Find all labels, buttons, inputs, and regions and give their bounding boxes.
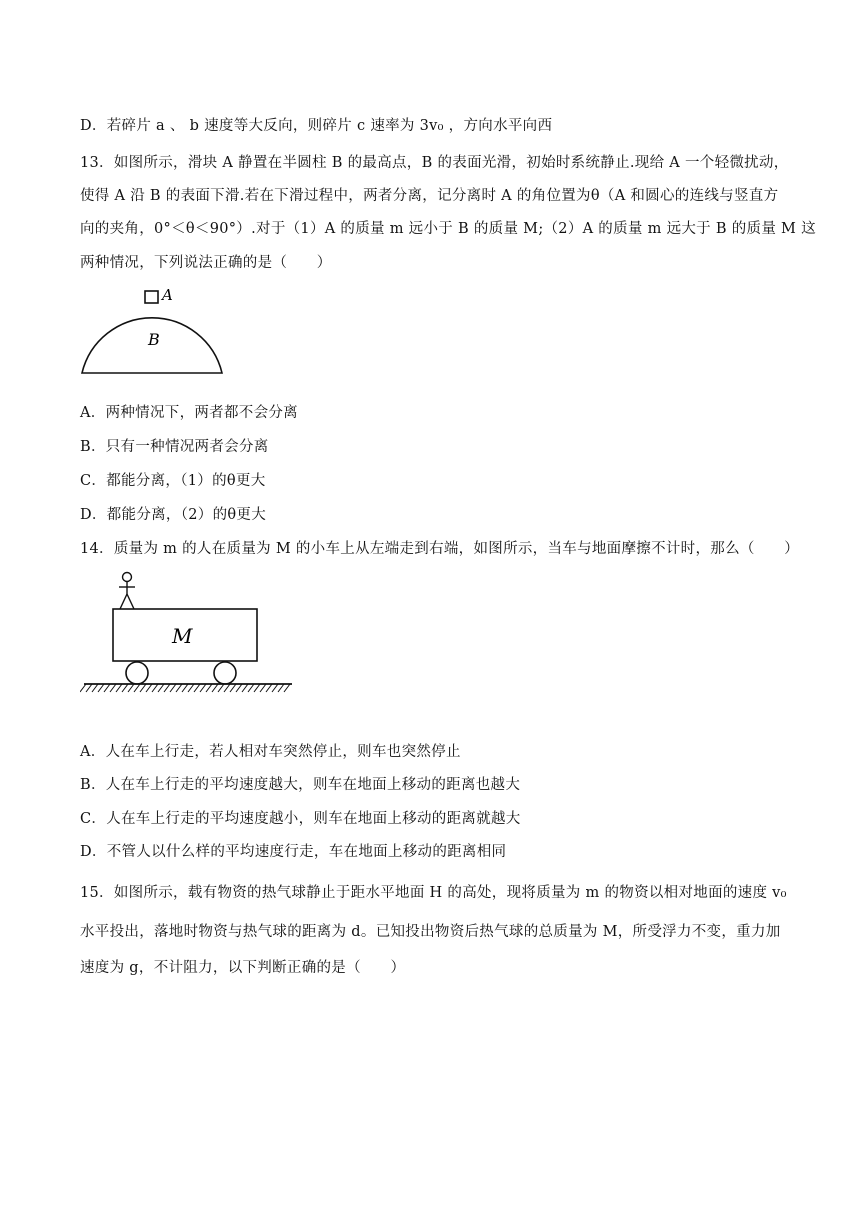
q12-option-d: D．若碎片 a 、 b 速度等大反向，则碎片 c 速率为 3v₀ ，方向水平向西: [80, 118, 553, 134]
hatch-stroke: [200, 684, 206, 692]
hatch-stroke: [158, 684, 164, 692]
hatch-stroke: [260, 684, 266, 692]
hatch-stroke: [284, 684, 290, 692]
hatch-stroke: [218, 684, 224, 692]
ground-hatching: [80, 684, 290, 692]
hatch-stroke: [182, 684, 188, 692]
q14-option-c: C．人在车上行走的平均速度越小，则车在地面上移动的距离就越大: [80, 811, 521, 827]
hatch-stroke: [170, 684, 176, 692]
hatch-stroke: [164, 684, 170, 692]
cart-wheel-right: [214, 662, 236, 684]
hatch-stroke: [188, 684, 194, 692]
hatch-stroke: [116, 684, 122, 692]
cart-wheel-left: [126, 662, 148, 684]
hatch-stroke: [212, 684, 218, 692]
hatch-stroke: [152, 684, 158, 692]
hatch-stroke: [224, 684, 230, 692]
cart-label-m: M: [172, 624, 193, 648]
q13-stem-line-1: 13．如图所示，滑块 A 静置在半圆柱 B 的最高点，B 的表面光滑，初始时系统静止.现给 A 一个轻微扰动，: [80, 155, 789, 171]
q13-option-c: C．都能分离，（1）的θ更大: [80, 473, 266, 489]
q14-option-a: A．人在车上行走，若人相对车突然停止，则车也突然停止: [80, 744, 461, 760]
hatch-stroke: [230, 684, 236, 692]
hatch-stroke: [206, 684, 212, 692]
q13-stem-line-4: 两种情况，下列说法正确的是（ ）: [80, 255, 332, 271]
q13-option-b: B．只有一种情况两者会分离: [80, 439, 269, 455]
hatch-stroke: [266, 684, 272, 692]
label-a: A: [162, 286, 173, 304]
hatch-stroke: [146, 684, 152, 692]
hatch-stroke: [194, 684, 200, 692]
hatch-stroke: [86, 684, 92, 692]
hatch-stroke: [80, 684, 86, 692]
hatch-stroke: [242, 684, 248, 692]
q13-stem-line-3: 向的夹角，0°＜θ＜90°）.对于（1）A 的质量 m 远小于 B 的质量 M;（2）A 的质量 m 远大于 B 的质量 M 这: [80, 221, 816, 237]
label-b: B: [148, 330, 160, 349]
q13-figure: [76, 284, 226, 378]
hatch-stroke: [134, 684, 140, 692]
q14-stem: 14．质量为 m 的人在质量为 M 的小车上从左端走到右端，如图所示，当车与地面摩擦不计时，那么（ ）: [80, 541, 800, 557]
hatch-stroke: [104, 684, 110, 692]
hatch-stroke: [92, 684, 98, 692]
hatch-stroke: [98, 684, 104, 692]
hatch-stroke: [278, 684, 284, 692]
hatch-stroke: [122, 684, 128, 692]
q13-option-d: D．都能分离，（2）的θ更大: [80, 507, 267, 523]
hatch-stroke: [272, 684, 278, 692]
hatch-stroke: [254, 684, 260, 692]
q15-stem-line-1: 15．如图所示，载有物资的热气球静止于距水平地面 H 的高处，现将质量为 m 的物资以相对地面的速度 v₀: [80, 885, 787, 901]
person-figure: [119, 573, 135, 610]
hatch-stroke: [176, 684, 182, 692]
q15-stem-line-2: 水平投出，落地时物资与热气球的距离为 d。已知投出物资后热气球的总质量为 M，所受浮力不变，重力加: [80, 924, 781, 940]
hatch-stroke: [236, 684, 242, 692]
block-a: [145, 291, 158, 303]
q15-stem-line-3: 速度为 g，不计阻力，以下判断正确的是（ ）: [80, 960, 406, 976]
q14-option-b: B．人在车上行走的平均速度越大，则车在地面上移动的距离也越大: [80, 777, 521, 793]
q14-figure: [80, 570, 296, 698]
hatch-stroke: [110, 684, 116, 692]
hatch-stroke: [140, 684, 146, 692]
hatch-stroke: [128, 684, 134, 692]
q13-stem-line-2: 使得 A 沿 B 的表面下滑.若在下滑过程中，两者分离，记分离时 A 的角位置为θ（A 和圆心的连线与竖直方: [80, 188, 779, 204]
hatch-stroke: [248, 684, 254, 692]
q14-option-d: D．不管人以什么样的平均速度行走，车在地面上移动的距离相同: [80, 844, 507, 860]
q13-option-a: A．两种情况下，两者都不会分离: [80, 405, 298, 421]
